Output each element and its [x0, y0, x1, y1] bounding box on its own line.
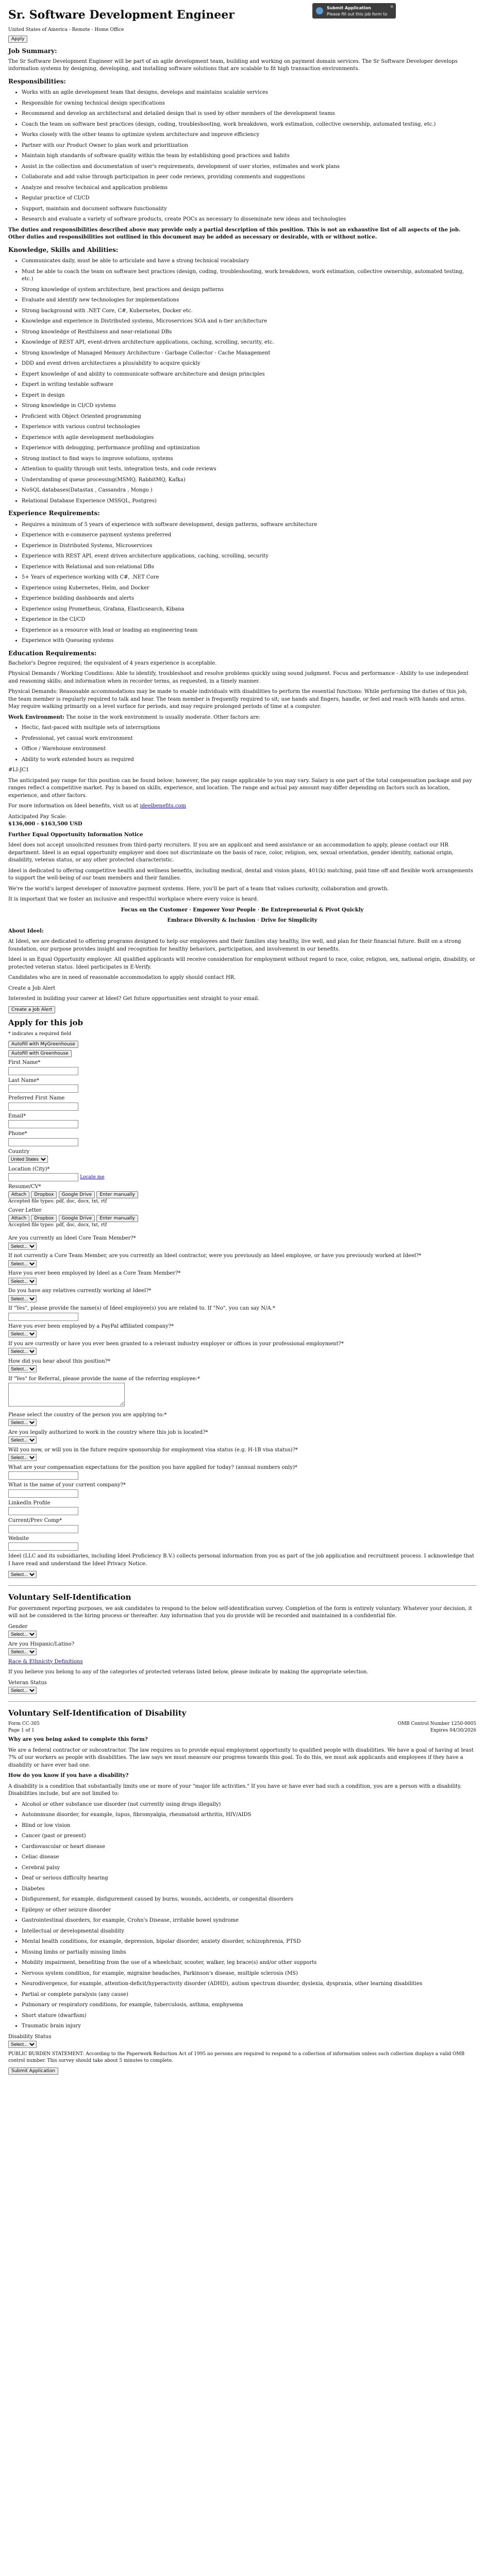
create-alert-button[interactable]: Create a Job Alert: [8, 1006, 55, 1013]
email-label: Email*: [8, 1113, 26, 1119]
equal-heading: Further Equal Opportunity Information Notice: [8, 832, 143, 838]
experience-item: • Experience using Prometheus, Grafana, Elasticsearch, Kibana: [22, 606, 476, 614]
phone-label: Phone*: [8, 1131, 27, 1137]
hispanic-select[interactable]: [8, 1648, 37, 1655]
skill-item: • Expert knowledge of and ability to communicate software architecture and design principles: [22, 371, 476, 379]
responsibilities-heading: Responsibilities:: [8, 77, 66, 85]
experience-item: • Experience as a resource with lead or leading an engineering team: [22, 627, 476, 635]
email-input[interactable]: [8, 1120, 78, 1128]
info-icon: [316, 7, 323, 14]
submit-notice-toast[interactable]: [312, 3, 396, 23]
skills-list: [8, 258, 476, 505]
condition-item: • Pulmonary or respiratory conditions, for example, tuberculosis, asthma, emphysema: [22, 2002, 476, 2009]
resume-dropbox-button[interactable]: Dropbox: [31, 1191, 57, 1198]
skill-item: • Relational Database Experience (MSSQL, Postgres): [22, 498, 476, 505]
cover-dropbox-button[interactable]: Dropbox: [31, 1215, 57, 1222]
skills-heading: Knowledge, Skills and Abilities:: [8, 246, 119, 253]
skill-item: • Strong knowledge of Managed Memory Architecture - Garbage Collector - Cache Management: [22, 350, 476, 358]
about-text: At Ideel, we are dedicated to offering programs designed to help our employees and their families stay healthy, live well, and plan for their financial future. Built on a strong foundation, our purpose provides insight and recognition for healthy behaviors, participation, and involvement in our benefits.: [8, 939, 461, 952]
q17-label: Website: [8, 1535, 29, 1541]
q6-select[interactable]: [8, 1330, 37, 1337]
experience-item: • Requires a minimum of 5 years of experience with software development, design patterns, software architecture: [22, 521, 476, 529]
q3-label: Have you ever been employed by Ideel as a Core Team Member?*: [8, 1270, 181, 1277]
experience-item: • Experience with REST API, event driven architecture applications, caching, scrolling, security: [22, 553, 476, 561]
q7-label: If you are currently or have you ever been granted to a relevant industry employer or offices in your professional employment?*: [8, 1341, 344, 1347]
condition-item: • Blind or low vision: [22, 1822, 476, 1830]
application-form: [8, 1041, 476, 1579]
apply-button[interactable]: Apply: [8, 36, 27, 43]
skill-item: • Attention to quality through unit tests, integration tests, and code reviews: [22, 466, 476, 473]
gender-label: Gender: [8, 1623, 28, 1630]
voluntary-heading: Voluntary Self-Identification: [8, 1592, 131, 1602]
veteran-label: Veteran Status: [8, 1680, 47, 1686]
responsibility-item: • Recommend and develop an architectural and detailed design that is used by other members of the development teams: [22, 110, 476, 118]
resume-label: Resume/CV*: [8, 1184, 41, 1190]
culture-text: It is important that we foster an inclusive and respectful workplace where every voice is heard.: [8, 896, 259, 903]
education-text: Bachelor's Degree required; the equivalent of 4 years experience is acceptable.: [8, 660, 217, 666]
condition-item: • Cerebral palsy: [22, 1865, 476, 1872]
notice-title: Submit Application: [327, 6, 371, 10]
submit-application-button[interactable]: Submit Application: [8, 2067, 58, 2075]
skill-item: • Understanding of queue processing(MSMQ, RabbitMQ, Kafka): [22, 477, 476, 484]
physical-requirements: Physical Demands: Reasonable accommodations may be made to enable individuals with disabilities to perform the essential functions: While performing the duties of this job, the team member is regularly required to talk and hear. The team member is frequently required to sit; use hands and fingers, handle, or feel and reach with hands and arms. May require walking primarily on a level surface for periods, and may require prolonged periods of time at a computer.: [8, 689, 467, 710]
cover-types: Accepted file types: pdf, doc, docx, txt, rtf: [8, 1223, 107, 1228]
responsibility-item: • Collaborate and add value through participation in peer code reviews, providing comments and suggestions: [22, 174, 476, 181]
resume-types: Accepted file types: pdf, doc, docx, txt, rtf: [8, 1199, 107, 1205]
last-name-input[interactable]: [8, 1084, 78, 1093]
responsibility-item: • Maintain high standards of software quality within the team by establishing good practices and habits: [22, 152, 476, 160]
condition-item: • Cardiovascular or heart disease: [22, 1843, 476, 1851]
form-name: Form CC-305: [8, 1721, 40, 1727]
duties-note: The duties and responsibilities described above may provide only a partial description of this position. This is not an exhaustive list of all aspects of the job. Other duties and responsibilities not outlined in this document may be added as necessary or desirable, with or without notice.: [8, 227, 461, 241]
skill-item: • Expert in design: [22, 392, 476, 400]
skill-item: • Strong knowledge of system architecture, best practices and design patterns: [22, 286, 476, 294]
close-icon[interactable]: ✕: [390, 5, 394, 10]
pay-text: The anticipated pay range for this position can be found below; however, the pay range applicable to you may vary. Salary is one part of the total compensation package and pay ranges reflect a competitive market. Pay is based on skills, experience, and location. The range and actual pay amount may differ depending on factors such as location, experience, and other factors.: [8, 777, 472, 799]
work-env-item: • Hectic, fast-paced with multiple sets of interruptions: [22, 724, 476, 732]
experience-item: • Experience in Distributed Systems, Microservices: [22, 543, 476, 550]
preferred-name-label: Preferred First Name: [8, 1095, 65, 1101]
skill-item: • DDD and event driven architectures a plus/ability to acquire quickly: [22, 360, 476, 368]
condition-item: • Cancer (past or present): [22, 1833, 476, 1840]
why-text: We are a federal contractor or subcontractor. The law requires us to provide equal employment opportunity to qualified people with disabilities. We have a goal of having at least 7% of our workers as people with disabilities. The law says we must measure our progress towards this goal. To do this, we must ask applicants and employees if they have a disability or have ever had one.: [8, 1747, 474, 1768]
skill-item: • Must be able to coach the team on software best practices (design, coding, troubleshooting, work breakdown, work estimation, collective ownership, automated testing, etc.): [22, 268, 476, 283]
work-env-item: • Office / Warehouse environment: [22, 745, 476, 753]
q4-select[interactable]: [8, 1295, 37, 1302]
cover-label: Cover Letter: [8, 1208, 42, 1214]
job-title: Sr. Software Development Engineer: [8, 8, 235, 22]
condition-item: • Missing limbs or partially missing limbs: [22, 1949, 476, 1957]
q4-label: Do you have any relatives currently working at Ideel?*: [8, 1288, 152, 1294]
resume-google-button[interactable]: Google Drive: [59, 1191, 95, 1198]
skill-item: • Strong knowledge of Restfulness and near-relational DBs: [22, 329, 476, 336]
work-env-text: The noise in the work environment is usually moderate. Other factors are:: [66, 714, 261, 720]
work-env-heading: Work Environment:: [8, 714, 64, 720]
q9-label: If "Yes" for Referral, please provide the name of the referring employee:*: [8, 1376, 201, 1382]
q11-select[interactable]: [8, 1436, 37, 1444]
physical-text: Physical Demands / Working Conditions: Able to identify, troubleshoot and resolve problems quickly using sound judgment. Focus and performance - Ability to use independent and reasoning skills; and information when in recorder terms, as requested, in a timely manner.: [8, 671, 469, 684]
q10-select[interactable]: [8, 1419, 37, 1426]
skill-item: • Communicates daily, must be able to articulate and have a strong technical vocabulary: [22, 258, 476, 265]
work-env-list: [8, 724, 476, 764]
summary-text: The Sr Software Development Engineer will be part of an agile development team, building and working on payment domain services. The Sr Software Developer develops information systems by designing, developing, and installing software solutions that are scalable to fit high transaction environments.: [8, 58, 458, 72]
q7-select[interactable]: [8, 1348, 37, 1355]
veteran-text: If you believe you belong to any of the categories of protected veterans listed below, please indicate by making the appropriate selection.: [8, 1669, 369, 1675]
autofill-greenhouse-button[interactable]: Autofill with Greenhouse: [8, 1050, 72, 1057]
country-select[interactable]: [8, 1156, 48, 1163]
consent-select[interactable]: [8, 1571, 37, 1578]
q17-input[interactable]: [8, 1543, 78, 1551]
skill-item: • Strong knowledge in CI/CD systems: [22, 402, 476, 410]
experience-item: • Experience with Queueing systems: [22, 637, 476, 645]
condition-item: • Traumatic brain injury: [22, 2023, 476, 2030]
location-label: Location (City)*: [8, 1166, 50, 1172]
conditions-list: [8, 1801, 476, 2030]
condition-item: • Partial or complete paralysis (any cause): [22, 1991, 476, 1999]
locate-me-link[interactable]: Locate me: [80, 1175, 105, 1180]
skill-item: • NoSQL databases(Datastax , Cassandra , Mongo ): [22, 487, 476, 495]
notice-subtitle: Please fill out this job form to apply: [327, 11, 388, 23]
q13-label: What are your compensation expectations for the position you have applied for today? (annual numbers only)*: [8, 1464, 297, 1470]
q8-label: How did you hear about this position?*: [8, 1358, 111, 1364]
apply-heading: Apply for this job: [8, 1018, 83, 1028]
phone-input[interactable]: [8, 1138, 78, 1146]
work-env-item: • Professional, yet casual work environment: [22, 735, 476, 743]
resume-attach-button[interactable]: Attach: [8, 1191, 29, 1198]
pra-text: PUBLIC BURDEN STATEMENT: According to the Paperwork Reduction Act of 1995 no persons are required to respond to a collection of information unless such collection displays a valid OMB control number. This survey should take about 5 minutes to complete.: [8, 2051, 465, 2063]
voluntary-intro: For government reporting purposes, we ask candidates to respond to the below self-identification survey. Completion of the form is entirely voluntary. Whatever your decision, it will not be considered in the hiring process or thereafter. Any information that you do provide will be recorded and maintained in a confidential file.: [8, 1605, 472, 1619]
q16-label: Current/Prev Comp*: [8, 1518, 62, 1524]
benefits-link-text: For more information on Ideel benefits, visit us at: [8, 803, 139, 809]
q14-label: What is the name of your current company?*: [8, 1482, 126, 1488]
gender-select[interactable]: [8, 1631, 37, 1638]
job-location: United States of America - Remote - Home Office: [8, 27, 124, 32]
q15-label: LinkedIn Profile: [8, 1500, 51, 1506]
location-input[interactable]: [8, 1173, 78, 1181]
disability-heading: Voluntary Self-Identification of Disability: [8, 1708, 187, 1718]
q1-select[interactable]: [8, 1243, 37, 1250]
experience-heading: Experience Requirements:: [8, 510, 100, 517]
experience-item: • Experience with Relational and non-relational DBs: [22, 564, 476, 571]
condition-item: • Celiac disease: [22, 1854, 476, 1861]
responsibilities-list: [8, 89, 476, 224]
first-name-label: First Name*: [8, 1060, 41, 1066]
condition-item: • Epilepsy or other seizure disorder: [22, 1907, 476, 1914]
responsibility-item: • Coach the team on software best practices (design, coding, troubleshooting, work breakdown, work estimation, collective ownership, automated testing, etc.): [22, 121, 476, 129]
last-name-label: Last Name*: [8, 1077, 40, 1083]
skill-item: • Evaluate and identify new technologies for implementations: [22, 297, 476, 304]
responsibility-item: • Assist in the collection and documentation of user's requirements, development of user stories, estimates and work plans: [22, 163, 476, 171]
consent-text: Ideel (LLC and its subsidiaries, including Ideel Proficiency B.V.) collects personal information from you as part of the job application and recruitment process. I acknowledge that I have read and understand the Ideel Privacy Notice.: [8, 1553, 474, 1567]
condition-item: • Gastrointestinal disorders, for example, Crohn's Disease, irritable bowel syndrome: [22, 1917, 476, 1925]
q12-select[interactable]: [8, 1454, 37, 1461]
q15-input[interactable]: [8, 1507, 78, 1515]
q12-label: Will you now, or will you in the future require sponsorship for employment visa status (e.g. H-1B visa status)?*: [8, 1447, 298, 1453]
skill-item: • Expert in writing testable software: [22, 381, 476, 389]
responsibility-item: • Regular practice of CI/CD: [22, 195, 476, 202]
q13-input[interactable]: [8, 1471, 78, 1480]
skill-item: • Knowledge of REST API, event-driven architecture applications, caching, scrolling, security, etc.: [22, 339, 476, 347]
condition-item: • Deaf or serious difficulty hearing: [22, 1875, 476, 1883]
summary-heading: Job Summary:: [8, 47, 57, 55]
resume-manual-button[interactable]: Enter manually: [96, 1191, 138, 1198]
skill-item: • Experience with various control technologies: [22, 423, 476, 431]
q5-input[interactable]: [8, 1313, 78, 1321]
condition-item: • Intellectual or developmental disability: [22, 1928, 476, 1936]
mission-text: We're the world's largest developer of innovative payment systems. Here, you'll be part of a team that values curiosity, collaboration and growth.: [8, 886, 389, 892]
how-text: A disability is a condition that substantially limits one or more of your "major life activities." If you have or have ever had such a condition, you are a person with a disability. Disabilities include, but are not limited to:: [8, 1783, 462, 1797]
responsibility-item: • Analyze and resolve technical and application problems: [22, 184, 476, 192]
hispanic-label: Are you Hispanic/Latino?: [8, 1641, 75, 1647]
q14-input[interactable]: [8, 1489, 78, 1498]
form-page: Page 1 of 1: [8, 1728, 35, 1734]
q9-textarea[interactable]: [8, 1383, 125, 1406]
q16-input[interactable]: [8, 1525, 78, 1533]
responsibility-item: • Support, maintain and document software functionality: [22, 206, 476, 213]
employment-tag: #LI-JC1: [8, 767, 29, 773]
condition-item: • Autoimmune disorder, for example, lupus, fibromyalgia, rheumatoid arthritis, HIV/AIDS: [22, 1811, 476, 1819]
experience-item: • Experience building dashboards and alerts: [22, 595, 476, 603]
first-name-input[interactable]: [8, 1067, 78, 1075]
benefits-text: Ideel is dedicated to offering competitive health and wellness benefits, including medical, dental and vision plans, 401(k) matching, paid time off and flexible work arrangements to support the well-being of our team members and their families.: [8, 868, 473, 882]
condition-item: • Mental health conditions, for example, depression, bipolar disorder, anxiety disorder, schizophrenia, PTSD: [22, 1938, 476, 1946]
condition-item: • Disfigurement, for example, disfigurement caused by burns, wounds, accidents, or congenital disorders: [22, 1896, 476, 1904]
omb-expires: Expires 04/30/2026: [430, 1728, 476, 1734]
responsibility-item: • Responsible for owning technical design specifications: [22, 100, 476, 108]
cover-manual-button[interactable]: Enter manually: [96, 1215, 138, 1222]
experience-item: • Experience in the CI/CD: [22, 616, 476, 624]
experience-item: • 5+ Years of experience working with C#, .NET Core: [22, 574, 476, 582]
autofill-button[interactable]: Autofill with MyGreenhouse: [8, 1041, 78, 1048]
q5-label: If "Yes", please provide the name(s) of Ideel employee(s) you are related to. If "No", you can say N/A.*: [8, 1306, 275, 1312]
q11-label: Are you legally authorized to work in the country where this job is located?*: [8, 1429, 208, 1435]
pay-range: $136,000 - $163,500 USD: [8, 821, 82, 827]
q6-label: Have you ever been employed by a PayPal affiliated company?*: [8, 1323, 174, 1329]
race-definitions-link[interactable]: Race & Ethnicity Definitions: [8, 1658, 83, 1665]
education-heading: Education Requirements:: [8, 649, 97, 657]
q2-label: If not currently a Core Team Member, are you currently an Ideel contractor, were you previously an Ideel employee, or have you previously worked at Ideel?*: [8, 1253, 422, 1259]
condition-item: • Nervous system condition, for example, migraine headaches, Parkinson's disease, multiple sclerosis (MS): [22, 1970, 476, 1978]
condition-item: • Diabetes: [22, 1886, 476, 1893]
condition-item: • Short stature (dwarfism): [22, 2012, 476, 2020]
responsibility-item: • Works closely with the other teams to optimize system architecture and improve efficiency: [22, 131, 476, 139]
disability-status-select[interactable]: [8, 2041, 37, 2048]
skill-item: • Experience with agile development methodologies: [22, 434, 476, 442]
how-heading: How do you know if you have a disability?: [8, 1773, 129, 1779]
cover-attach-button[interactable]: Attach: [8, 1215, 29, 1222]
q8-select[interactable]: [8, 1365, 37, 1372]
preferred-name-input[interactable]: [8, 1103, 78, 1111]
disability-status-label: Disability Status: [8, 2033, 52, 2040]
responsibility-item: • Partner with our Product Owner to plan work and prioritization: [22, 142, 476, 150]
omb-number: OMB Control Number 1250-0005: [397, 1721, 476, 1727]
country-label: Country: [8, 1148, 30, 1155]
experience-item: • Experience using Kubernetes, Helm, and Docker: [22, 585, 476, 592]
values-sub: Embrace Diversity & Inclusion · Drive for Simplicity: [167, 918, 318, 924]
cover-google-button[interactable]: Google Drive: [59, 1215, 95, 1222]
skill-item: • Proficient with Object Oriented programming: [22, 413, 476, 421]
condition-item: • Alcohol or other substance use disorder (not currently using drugs illegally): [22, 1801, 476, 1809]
create-alert-label: Create a Job Alert: [8, 985, 56, 991]
skill-item: • Experience with debugging, performance profiling and optimization: [22, 445, 476, 452]
benefits-link[interactable]: ideelbenefits.com: [140, 803, 186, 809]
about-heading: About Ideel:: [8, 928, 44, 934]
eeo-text: Ideel is an Equal Opportunity employer. All qualified applicants will receive consideration for employment without regard to race, color, religion, sex, national origin, disability, or protected veteran status. Ideel participates in E-Verify.: [8, 957, 475, 970]
alert-text: Interested in building your career at Ideel? Get future opportunities sent straight to your email.: [8, 996, 260, 1002]
q10-label: Please select the country of the person you are applying to:*: [8, 1412, 167, 1418]
q3-select[interactable]: [8, 1278, 37, 1285]
experience-item: • Experience with e-commerce payment systems preferred: [22, 532, 476, 539]
condition-item: • Mobility impairment, benefiting from the use of a wheelchair, scooter, walker, leg brace(s) and/or other supports: [22, 1959, 476, 1967]
work-env-item: • Ability to work extended hours as required: [22, 756, 476, 764]
skill-item: • Knowledge and experience in Distributed systems, Microservices SOA and n-tier architecture: [22, 318, 476, 326]
veteran-select[interactable]: [8, 1687, 37, 1694]
values-heading: Focus on the Customer · Empower Your People · Be Entrepreneurial & Pivot Quickly: [121, 907, 364, 913]
required-note: * indicates a required field: [8, 1031, 72, 1037]
skill-item: • Strong instinct to find ways to improve solutions, systems: [22, 455, 476, 463]
q1-label: Are you currently an Ideel Core Team Member?*: [8, 1235, 136, 1242]
responsibility-item: • Works with an agile development team that designs, develops and maintains scalable services: [22, 89, 476, 97]
bottom-note: Candidates who are in need of reasonable accommodation to apply should contact HR.: [8, 975, 236, 981]
equal-text: Ideel does not accept unsolicited resumes from third-party recruiters. If you are an applicant and need assistance or an accommodation to apply, please contact our HR department. Ideel is an equal opportunity employer and does not discriminate on the basis of race, color, religion, sex, sexual orientation, gender identity, national origin, disability, veteran status, or any other protected characteristic.: [8, 842, 454, 863]
condition-item: • Neurodivergence, for example, attention-deficit/hyperactivity disorder (ADHD), autism spectrum disorder, dyslexia, dyspraxia, other learning disabilities: [22, 1980, 476, 1988]
job-page: [0, 7, 485, 2075]
experience-list: [8, 521, 476, 645]
pay-range-label: Anticipated Pay Scale:: [8, 814, 67, 820]
responsibility-item: • Research and evaluate a variety of software products, create POCs as necessary to disseminate new ideas and technologies: [22, 216, 476, 224]
q2-select[interactable]: [8, 1260, 37, 1267]
skill-item: • Strong background with .NET Core, C#, Kubernetes, Docker etc.: [22, 308, 476, 315]
why-heading: Why are you being asked to complete this form?: [8, 1737, 148, 1743]
